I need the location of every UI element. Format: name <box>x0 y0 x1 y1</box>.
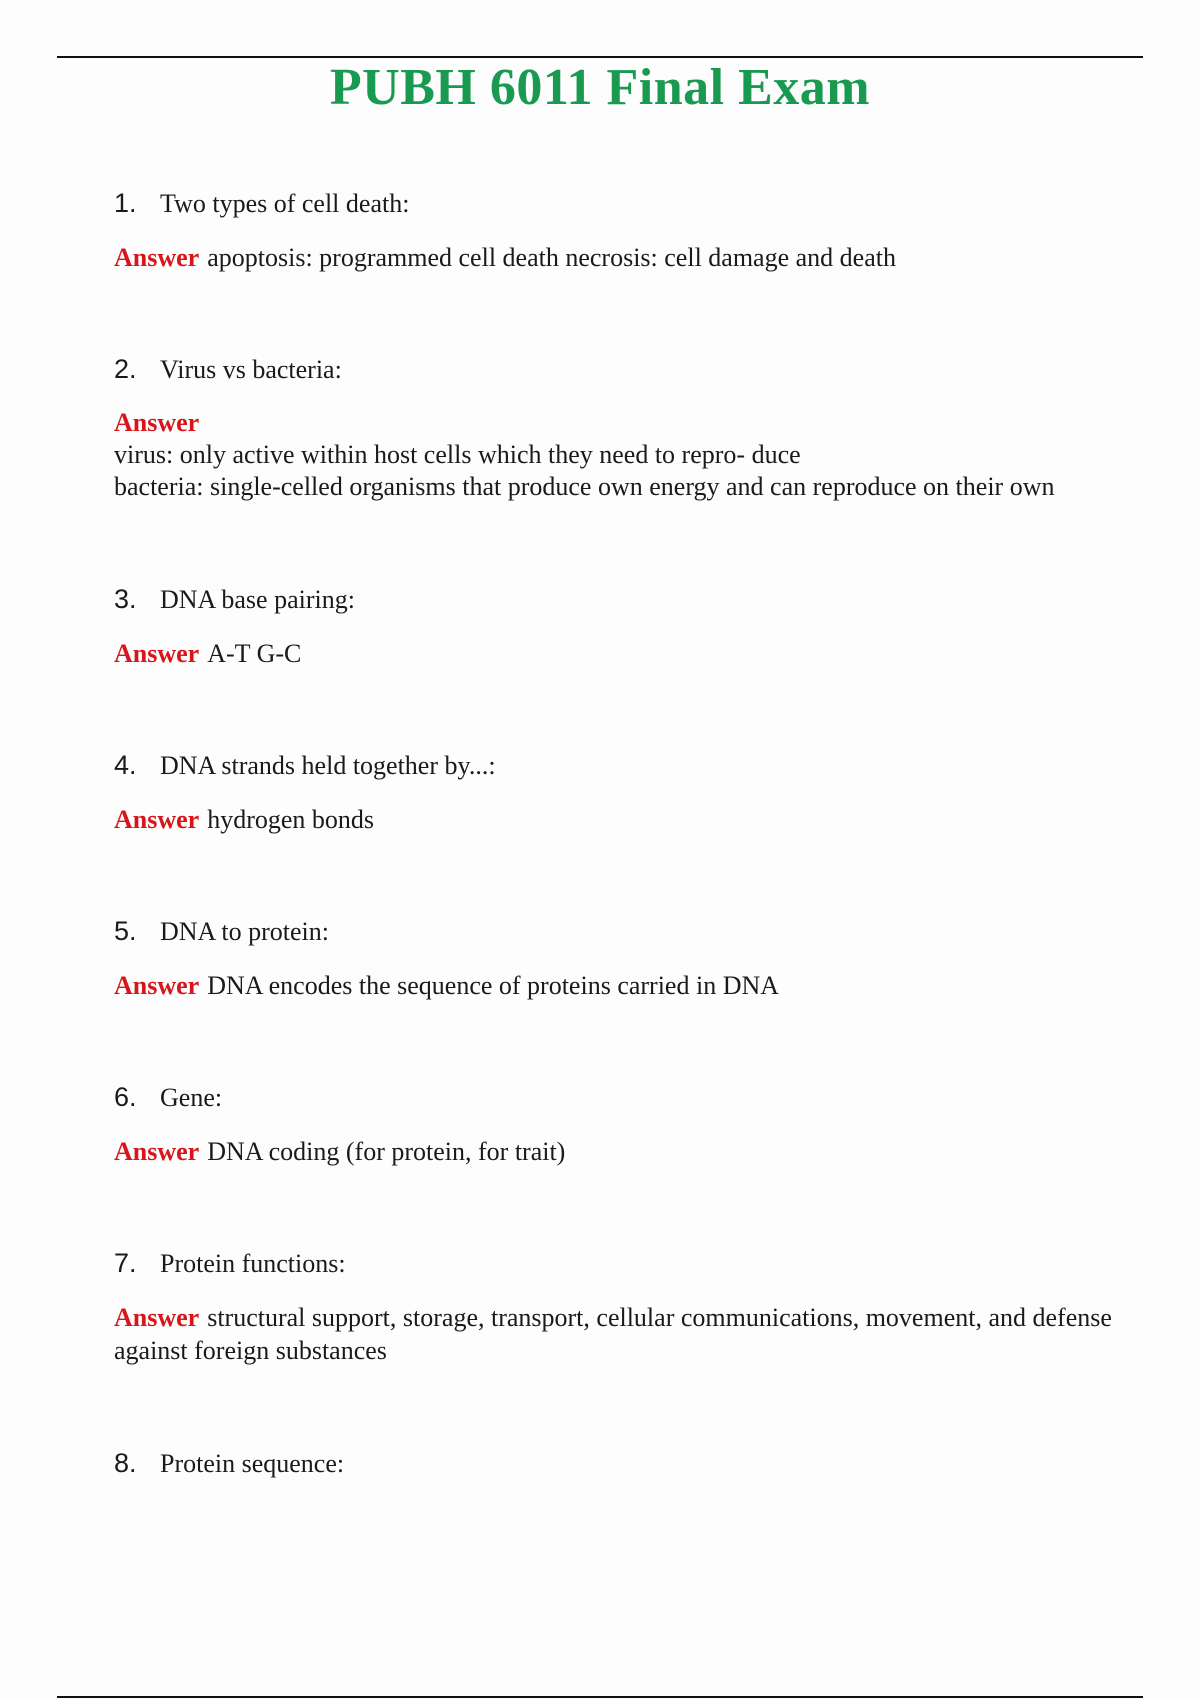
answer-block <box>114 803 1134 836</box>
question-number: 2. <box>114 354 137 384</box>
answer-label: Answer <box>114 971 200 1000</box>
question-text: DNA to protein: <box>160 917 329 946</box>
answer-text: DNA coding (for protein, for trait) <box>207 1137 566 1166</box>
answer-text-line: bacteria: single-celled organisms that produce own energy and can reproduce on their own <box>114 472 1055 501</box>
question-text: DNA base pairing: <box>160 585 355 614</box>
question-text: Virus vs bacteria: <box>160 355 342 384</box>
answer-text: hydrogen bonds <box>207 805 375 834</box>
answer-text-line: virus: only active within host cells which they need to repro- duce <box>114 440 801 469</box>
answer-text: apoptosis: programmed cell death necrosis: cell damage and death <box>207 243 896 272</box>
answer-label: Answer <box>114 805 200 834</box>
question-item <box>114 1080 1134 1168</box>
question-item <box>114 582 1134 670</box>
question-text: Protein sequence: <box>160 1449 345 1478</box>
question-item <box>114 914 1134 1002</box>
question-number: 3. <box>114 584 137 614</box>
question-number: 6. <box>114 1082 137 1112</box>
question-item <box>114 1446 1134 1481</box>
question-text: Gene: <box>160 1083 223 1112</box>
question-item <box>114 352 1134 503</box>
question-item <box>114 186 1134 274</box>
question-number: 8. <box>114 1448 137 1478</box>
answer-block <box>114 637 1134 670</box>
question-number: 5. <box>114 916 137 946</box>
bottom-rule <box>57 1696 1143 1698</box>
answer-block <box>114 1301 1134 1367</box>
answer-label: Answer <box>114 408 200 437</box>
question-text: Two types of cell death: <box>160 189 410 218</box>
answer-block <box>114 241 1134 274</box>
answer-block <box>114 407 1134 503</box>
question-text: DNA strands held together by...: <box>160 751 496 780</box>
answer-text: structural support, storage, transport, cellular communications, movement, and defense against foreign substances <box>114 1303 1112 1365</box>
question-text: Protein functions: <box>160 1249 346 1278</box>
answer-label: Answer <box>114 1303 200 1332</box>
answer-label: Answer <box>114 639 200 668</box>
answer-label: Answer <box>114 1137 200 1166</box>
question-item <box>114 748 1134 836</box>
answer-text: A-T G-C <box>207 639 302 668</box>
question-number: 1. <box>114 188 137 218</box>
page-title: PUBH 6011 Final Exam <box>329 59 871 116</box>
answer-text: DNA encodes the sequence of proteins carried in DNA <box>207 971 780 1000</box>
question-number: 4. <box>114 750 137 780</box>
question-item <box>114 1246 1134 1367</box>
answer-label: Answer <box>114 243 200 272</box>
question-number: 7. <box>114 1248 137 1278</box>
answer-block <box>114 1135 1134 1168</box>
answer-block <box>114 969 1134 1002</box>
